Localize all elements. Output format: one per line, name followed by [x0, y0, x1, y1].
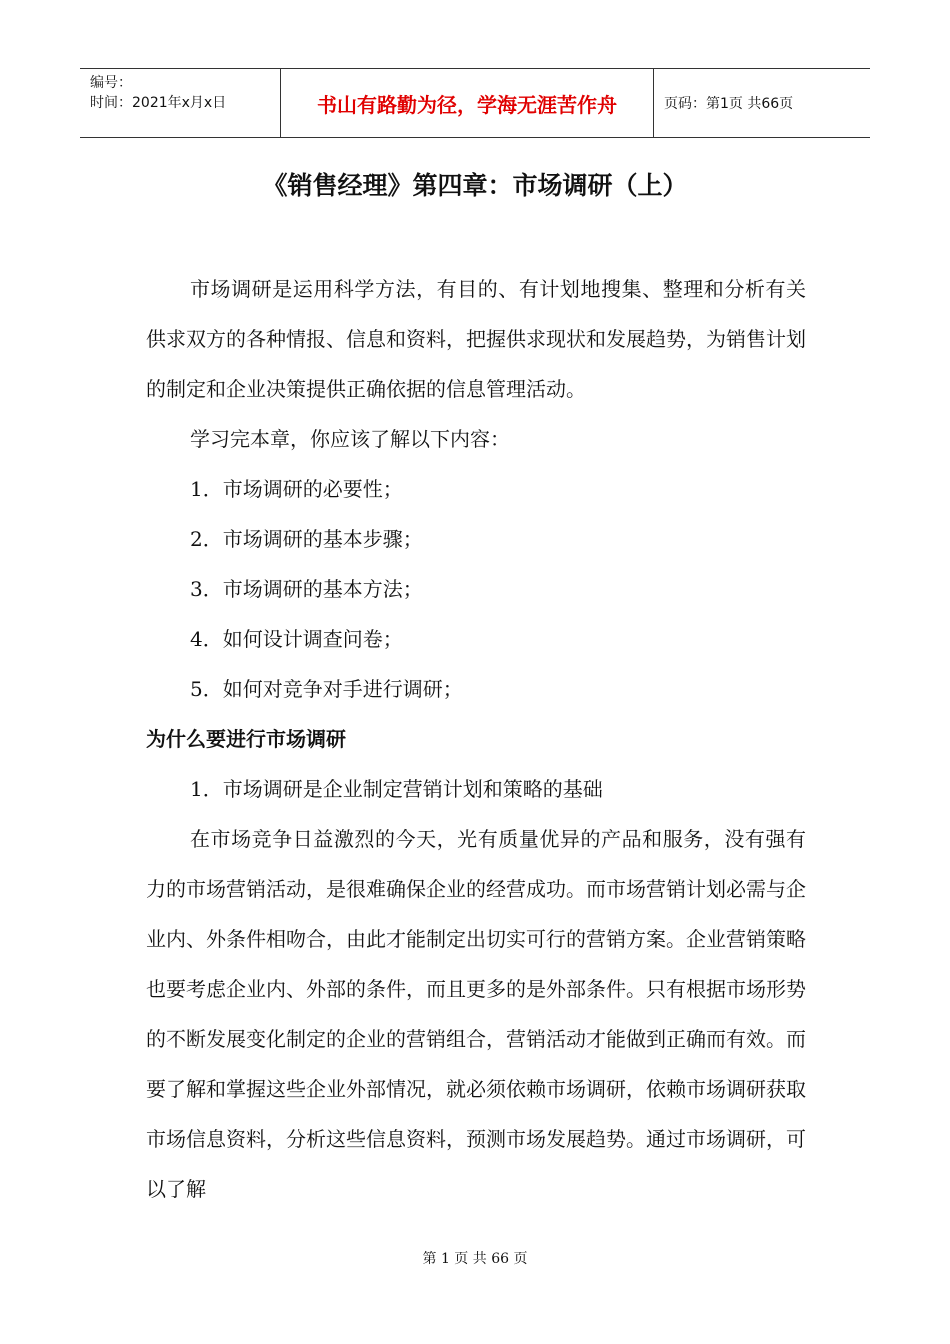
- document-body: [146, 264, 806, 1214]
- objective-item: 3．市场调研的基本方法；: [190, 577, 423, 601]
- section-heading: 为什么要进行市场调研: [146, 727, 346, 751]
- page-footer: 第 1 页 共 66 页: [422, 1251, 528, 1267]
- header-motto: 书山有路勤为径，学海无涯苦作舟: [280, 69, 654, 137]
- section-subheading: 1．市场调研是企业制定营销计划和策略的基础: [190, 777, 603, 801]
- intro-paragraph: 市场调研是运用科学方法，有目的、有计划地搜集、整理和分析有关供求双方的各种情报、信息和资料，把握供求现状和发展趋势，为销售计划的制定和企业决策提供正确依据的信息管理活动。: [146, 277, 806, 401]
- objective-item: 5．如何对竞争对手进行调研；: [190, 677, 463, 701]
- objective-item: 4．如何设计调查问卷；: [190, 627, 403, 651]
- document-number-label: 编号：: [90, 75, 132, 91]
- document-title: 《销售经理》第四章：市场调研（上）: [262, 171, 688, 200]
- objective-item: 2．市场调研的基本步骤；: [190, 527, 423, 551]
- document-header: [80, 68, 870, 138]
- objective-item: 1．市场调研的必要性；: [190, 477, 403, 501]
- section-body-paragraph: 在市场竞争日益激烈的今天，光有质量优异的产品和服务，没有强有力的市场营销活动，是很难确保企业的经营成功。而市场营销计划必需与企业内、外条件相吻合，由此才能制定出切实可行的营销方案。企业营销策略也要考虑企业内、外部的条件，而且更多的是外部条件。只有根据市场形势的不断发展变化制定的企业的营销组合，营销活动才能做到正确而有效。而要了解和掌握这些企业外部情况，就必须依赖市场调研，依赖市场调研获取市场信息资料，分析这些信息资料，预测市场发展趋势。通过市场调研，可以了解: [146, 827, 806, 1201]
- header-page-info: 页码：第1页 共66页: [664, 96, 794, 112]
- intro-lead-in: 学习完本章，你应该了解以下内容：: [190, 427, 510, 451]
- document-date: 时间：2021年x月x日: [90, 95, 227, 111]
- header-meta: [80, 69, 280, 137]
